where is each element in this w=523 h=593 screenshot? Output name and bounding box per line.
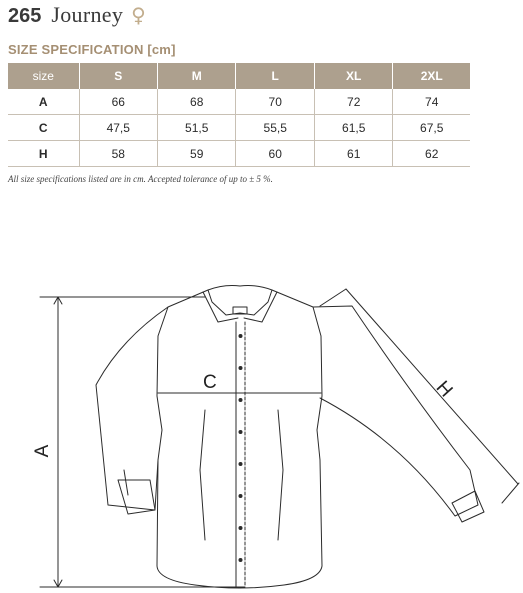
table-cell: 70 xyxy=(236,89,314,115)
row-label: H xyxy=(8,141,79,167)
female-icon: ♀ xyxy=(131,3,146,27)
table-cell: 55,5 xyxy=(236,115,314,141)
shirt-technical-drawing xyxy=(0,270,523,593)
table-row xyxy=(8,115,470,141)
button xyxy=(239,366,243,370)
product-name: Journey xyxy=(51,2,124,27)
label-h: H xyxy=(431,377,457,402)
size-spec-title: SIZE SPECIFICATION [cm] xyxy=(8,42,176,57)
table-cell: 68 xyxy=(157,89,235,115)
label-a: A xyxy=(32,444,53,458)
table-header-row xyxy=(8,63,470,89)
column-header: 2XL xyxy=(393,63,470,89)
button xyxy=(239,334,243,338)
table-cell: 74 xyxy=(393,89,470,115)
size-table xyxy=(8,63,470,167)
table-cell: 59 xyxy=(157,141,235,167)
column-header: M xyxy=(157,63,235,89)
placket-buttons xyxy=(239,334,243,562)
button xyxy=(239,558,243,562)
table-cell: 62 xyxy=(393,141,470,167)
dimension-h-top-guide xyxy=(320,289,346,306)
product-code: 265 xyxy=(8,5,42,27)
button xyxy=(239,494,243,498)
label-c: C xyxy=(203,372,217,393)
button xyxy=(239,398,243,402)
dimension-h-bottom-guide xyxy=(502,483,519,503)
table-cell: 61,5 xyxy=(314,115,392,141)
left-cuff xyxy=(118,480,155,514)
dimension-h-line xyxy=(346,289,518,484)
right-cuff xyxy=(452,491,484,522)
button xyxy=(239,526,243,530)
table-cell: 67,5 xyxy=(393,115,470,141)
table-cell: 51,5 xyxy=(157,115,235,141)
table-cell: 60 xyxy=(236,141,314,167)
table-row xyxy=(8,141,470,167)
table-cell: 72 xyxy=(314,89,392,115)
table-cell: 47,5 xyxy=(79,115,157,141)
button xyxy=(239,462,243,466)
row-label: C xyxy=(8,115,79,141)
table-row xyxy=(8,89,470,115)
column-header: S xyxy=(79,63,157,89)
row-label: A xyxy=(8,89,79,115)
shirt-collar xyxy=(208,286,272,316)
table-cell: 66 xyxy=(79,89,157,115)
table-cell: 58 xyxy=(79,141,157,167)
column-header: L xyxy=(236,63,314,89)
front-dart-right xyxy=(278,410,283,540)
tolerance-note: All size specifications listed are in cm. Accepted tolerance of up to ± 5 %. xyxy=(8,174,273,184)
column-header: XL xyxy=(314,63,392,89)
front-dart-left xyxy=(200,410,205,540)
column-header: size xyxy=(8,63,79,89)
collar-right xyxy=(244,292,277,322)
left-sleeve-placket xyxy=(124,470,128,495)
button xyxy=(239,430,243,434)
table-cell: 61 xyxy=(314,141,392,167)
product-header xyxy=(8,2,146,30)
